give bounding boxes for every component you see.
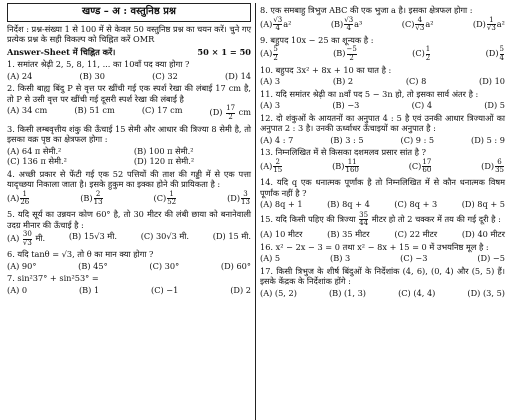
question-2: 2. किसी बाह्य बिंदु P से वृत्त पर खींची गई एक स्पर्श रेखा की लंबाई 17 cm है, तो P से उसी वृत्त पर खींची गई दूसरी स्पर्श रेखा की लंबाई है — [7, 83, 251, 104]
right-column — [256, 3, 509, 420]
option[interactable] — [473, 17, 505, 33]
option[interactable]: (D) 40 मीटर — [461, 229, 505, 239]
option[interactable] — [154, 191, 178, 207]
question-3: 3. किसी लम्बवृत्तीय शंकु की ऊँचाई 15 सेमी और आधार की त्रिज्या 8 सेमी है, तो इसका वक्र पृष्ठ का क्षेत्रफल होगा : — [7, 123, 251, 145]
option[interactable]: (C) 4 — [411, 100, 433, 111]
numerator: 35 — [359, 210, 369, 219]
denominator: √3 — [486, 24, 496, 33]
option[interactable]: (B) 3 : 5 — [330, 134, 364, 145]
option[interactable]: (C) 30√3 मी. — [140, 231, 190, 242]
option[interactable]: (A) 3 — [260, 76, 281, 87]
suffix: a² — [283, 18, 292, 29]
fraction — [167, 191, 176, 207]
options-q16 — [260, 253, 505, 264]
numerator: 4 — [415, 17, 424, 26]
option[interactable]: (C) (4, 4) — [398, 287, 436, 298]
option[interactable] — [331, 17, 363, 33]
numerator: 30 — [22, 230, 32, 239]
options-q5 — [7, 231, 251, 247]
option[interactable]: (B) 35 मीटर — [327, 229, 370, 239]
question-8: 8. एक समबाहु त्रिभुज ABC की एक भुजा a है। इसका क्षेत्रफल होगा : — [260, 5, 473, 15]
option[interactable] — [7, 231, 45, 247]
fraction — [345, 159, 358, 175]
option-label: (C) — [408, 160, 422, 171]
options-q12 — [260, 135, 505, 146]
option[interactable]: (A) 24 — [7, 70, 33, 81]
option[interactable]: (B) (1, 3) — [328, 287, 367, 298]
numerator: 1 — [20, 191, 29, 200]
marks-text: 50 × 1 = 50 — [197, 46, 251, 57]
question-5: 5. यदि सूर्य का उन्नयन कोण 60° है, तो 30 मीटर की लंबी छाया को बनानेवाली उदग्र मीनार की ऊँचाई है : — [7, 209, 251, 230]
option-label: (B) — [330, 18, 344, 29]
question-16: 16. x² − 2x − 3 = 0 तथा x² − 8x + 15 = 0 में उभयनिष्ठ मूल है : — [260, 241, 489, 252]
option[interactable]: (B) 8q + 4 — [327, 199, 370, 210]
question-7: 7. sin²37° + sin²53° = — [7, 273, 99, 284]
option[interactable] — [409, 159, 433, 175]
option-label: (C) — [412, 48, 425, 59]
denominator: 35 — [495, 166, 504, 175]
option[interactable]: (C) 8 — [405, 76, 427, 87]
options-q10 — [260, 76, 505, 87]
question-10: 10. बहुपद 3x² + 8x + 10 का घात है : — [260, 64, 392, 75]
fraction — [415, 17, 424, 33]
option[interactable] — [332, 159, 360, 175]
option-d[interactable] — [210, 105, 251, 121]
options-q9 — [260, 46, 505, 62]
denominator: 4 — [346, 24, 351, 33]
question-11: 11. यदि समांतर श्रेढ़ी का nवाँ पद 5 − 3n हो, तो इसका सार्व अंतर है : — [260, 88, 479, 99]
question-13: 13. निम्नलिखित में से किसका दशमलव प्रसार सांत है ? — [260, 147, 426, 158]
numerator: √3 — [273, 15, 283, 24]
option-label: (D) — [485, 48, 499, 59]
fraction — [273, 17, 282, 33]
option[interactable]: (C) 17 cm — [141, 105, 183, 116]
fraction — [241, 191, 250, 207]
numerator: 1 — [167, 191, 176, 200]
denominator: 4 — [499, 54, 504, 63]
options-q14 — [260, 199, 505, 210]
option-label: (A) — [7, 233, 20, 244]
denominator: 15 — [273, 166, 283, 175]
option[interactable]: (A) 0 — [7, 284, 28, 295]
denominator: 160 — [345, 166, 359, 175]
question-17: 17. किसी त्रिभुज के शीर्ष बिंदुओं के निर्देशांक (4, 6), (0, 4) और (5, 5) हैं। इसके केंद्रक के निर्देशांक होंगे : — [260, 265, 505, 286]
suffix: a³ — [354, 18, 363, 29]
option[interactable]: (B) 15√3 मी. — [68, 231, 117, 242]
option-label: (B) — [332, 160, 345, 171]
option[interactable]: (B) 1 — [78, 284, 100, 295]
fraction — [273, 46, 277, 62]
denominator: 52 — [167, 198, 177, 207]
numerator: 1 — [425, 45, 431, 54]
question-15 — [260, 212, 505, 228]
options-q2 — [7, 105, 251, 121]
numerator: 11 — [345, 159, 358, 168]
options-q11 — [260, 100, 505, 111]
options-q4 — [7, 191, 251, 207]
option-label: (C) — [401, 18, 415, 29]
option-label: (D) — [472, 18, 486, 29]
option-label: (A) — [260, 48, 273, 59]
fraction — [426, 46, 430, 62]
option[interactable]: (C) 136 π सेमी.² — [7, 156, 67, 167]
option[interactable] — [402, 17, 434, 33]
denominator: 2 — [228, 112, 233, 121]
denominator: 2 — [349, 54, 354, 63]
options-q15 — [260, 229, 505, 240]
denominator: 44 — [359, 219, 369, 228]
fraction — [226, 105, 235, 121]
numerator: 1 — [487, 17, 496, 26]
options-q7 — [7, 285, 251, 296]
denominator: 26 — [20, 198, 30, 207]
option[interactable]: (C) −3 — [400, 253, 428, 263]
option[interactable] — [333, 46, 358, 62]
option[interactable]: (C) 22 मीटर — [394, 229, 438, 239]
option[interactable]: (A) 34 cm — [7, 105, 48, 116]
q15-pre: 15. यदि किसी पहिए की त्रिज्या — [260, 213, 356, 224]
option-label: (A) — [260, 160, 273, 171]
numerator: 3 — [241, 191, 250, 200]
denominator: 2 — [425, 54, 431, 63]
denominator: 13 — [93, 198, 103, 207]
option[interactable]: (C) 9 : 5 — [400, 134, 435, 145]
option[interactable]: (A) 5 — [260, 253, 281, 263]
option-label: (B) — [80, 192, 93, 203]
numerator: 6 — [495, 159, 504, 168]
section-header: खण्ड – अ : वस्तुनिष्ठ प्रश्न — [7, 3, 251, 22]
fraction — [495, 159, 504, 175]
fraction — [422, 159, 431, 175]
option[interactable] — [260, 159, 283, 175]
option[interactable] — [260, 46, 279, 62]
unit: मी. — [35, 233, 46, 244]
left-column — [3, 3, 256, 420]
option[interactable]: (A) 4 : 7 — [260, 134, 294, 145]
fraction — [500, 46, 504, 62]
option[interactable]: (C) 8q + 3 — [394, 199, 438, 210]
option[interactable] — [412, 46, 431, 62]
denominator: √3 — [415, 24, 425, 33]
fraction — [344, 17, 353, 33]
option[interactable]: (A) 64 π सेमी.² — [7, 145, 62, 156]
answer-sheet-text: Answer-Sheet में चिह्नित करें। — [7, 46, 116, 57]
option[interactable]: (A) (5, 2) — [260, 287, 297, 298]
option[interactable]: (C) 30° — [149, 260, 180, 271]
denominator: 13 — [241, 198, 250, 207]
fraction — [347, 46, 357, 62]
fraction — [359, 212, 368, 228]
q15-post: मीटर हो तो 2 चक्कर में तय की गई दूरी है : — [371, 213, 501, 224]
option[interactable]: (D) 14 — [225, 70, 251, 81]
option[interactable]: (D) −5 — [477, 253, 505, 263]
denominator: √3 — [22, 238, 32, 247]
option[interactable]: (B) 45° — [78, 260, 108, 271]
option-label: (D) — [227, 192, 241, 203]
option-label: (D) — [481, 160, 495, 171]
question-9: 9. बहुपद 10x − 25 का शून्यक है : — [260, 34, 374, 45]
denominator: 4 — [275, 24, 280, 33]
options-q6 — [7, 261, 251, 272]
option[interactable]: (C) −1 — [151, 284, 179, 295]
numerator: 2 — [94, 191, 103, 200]
option-label: (B) — [333, 48, 346, 59]
unit: cm — [238, 107, 251, 118]
option[interactable] — [481, 159, 505, 175]
fraction — [487, 17, 496, 33]
suffix: a² — [425, 18, 434, 29]
option[interactable]: (D) 5 : 9 — [471, 134, 505, 145]
option-label: (C) — [153, 192, 167, 203]
denominator: 2 — [273, 54, 278, 63]
option[interactable]: (D) 5 — [484, 100, 505, 111]
numerator: √3 — [344, 15, 354, 24]
option[interactable]: (C) 32 — [152, 70, 178, 81]
numerator: 2 — [273, 159, 282, 168]
question-1: 1. समांतर श्रेढ़ी 2, 5, 8, 11, ... का 10वाँ पद क्या होगा ? — [7, 59, 190, 70]
options-q1 — [7, 71, 251, 82]
question-4: 4. अच्छी प्रकार से फेंटी गई एक 52 पत्तियों की ताश की गड्डी में से एक पत्ता यादृच्छया निकाला जाता है। इसके हुकुम का इक्का होने की प्रायिकता है : — [7, 168, 251, 190]
option[interactable]: (B) 51 cm — [74, 105, 115, 116]
option[interactable]: (A) 3 — [260, 100, 281, 111]
options-q17 — [260, 288, 505, 299]
option[interactable]: (B) 2 — [332, 76, 354, 87]
option[interactable] — [260, 17, 291, 33]
option[interactable]: (D) 10 — [479, 76, 505, 87]
option-label: (A) — [260, 18, 273, 29]
option[interactable]: (A) 10 मीटर — [260, 229, 303, 239]
fraction — [94, 191, 103, 207]
option[interactable]: (A) 90° — [7, 260, 37, 271]
options-q3 — [7, 146, 251, 167]
fraction — [273, 159, 282, 175]
numerator: 17 — [226, 104, 236, 113]
option[interactable]: (D) 60° — [220, 260, 251, 271]
numerator: 5 — [273, 45, 278, 54]
option-label: (A) — [7, 192, 20, 203]
question-12: 12. दो शंकुओं के आयतनों का अनुपात 4 : 5 है एवं उनकी आधार त्रिज्याओं का अनुपात 2 : 3 है। उनकी ऊर्ध्वाधर ऊँचाइयों का अनुपात है : — [260, 112, 505, 134]
numerator: −5 — [346, 45, 357, 54]
fraction — [20, 191, 29, 207]
options-q8 — [260, 17, 505, 33]
option[interactable]: (D) 2 — [230, 284, 251, 295]
suffix: a² — [496, 18, 505, 29]
instructions: निर्देश : प्रश्न-संख्या 1 से 100 में से केवल 50 वस्तुनिष्ठ प्रश्न का चयन करें। चुने गए प्रत्येक प्रश्न के सही विकल्प को चिह्नित करें OMR — [7, 23, 251, 45]
denominator: 60 — [422, 166, 432, 175]
option[interactable]: (D) 15 मी. — [212, 231, 251, 242]
option[interactable]: (D) 120 π सेमी.² — [133, 156, 195, 167]
question-6: 6. यदि tanθ = √3, तो θ का मान क्या होगा ? — [7, 249, 154, 260]
numerator: 5 — [499, 45, 504, 54]
option[interactable] — [7, 191, 30, 207]
question-14: 14. यदि q एक धनात्मक पूर्णांक है तो निम्नलिखित में से कौन धनात्मक विषम पूर्णांक नहीं है ? — [260, 177, 505, 198]
numerator: 17 — [422, 157, 432, 166]
option[interactable] — [80, 191, 103, 207]
option[interactable]: (B) 100 π सेमी.² — [133, 145, 194, 156]
option[interactable] — [227, 191, 251, 207]
option[interactable]: (B) −3 — [332, 100, 360, 111]
option[interactable]: (B) 30 — [79, 70, 105, 81]
option[interactable] — [486, 46, 505, 62]
option[interactable]: (B) 3 — [330, 253, 351, 263]
option-label: (D) — [209, 107, 223, 118]
instruction-marks-line — [7, 47, 251, 58]
option[interactable]: (D) (3, 5) — [467, 287, 505, 298]
options-q13 — [260, 159, 505, 175]
fraction — [23, 231, 32, 247]
option[interactable]: (D) 8q + 5 — [461, 199, 505, 210]
option[interactable]: (A) 8q + 1 — [260, 199, 303, 210]
